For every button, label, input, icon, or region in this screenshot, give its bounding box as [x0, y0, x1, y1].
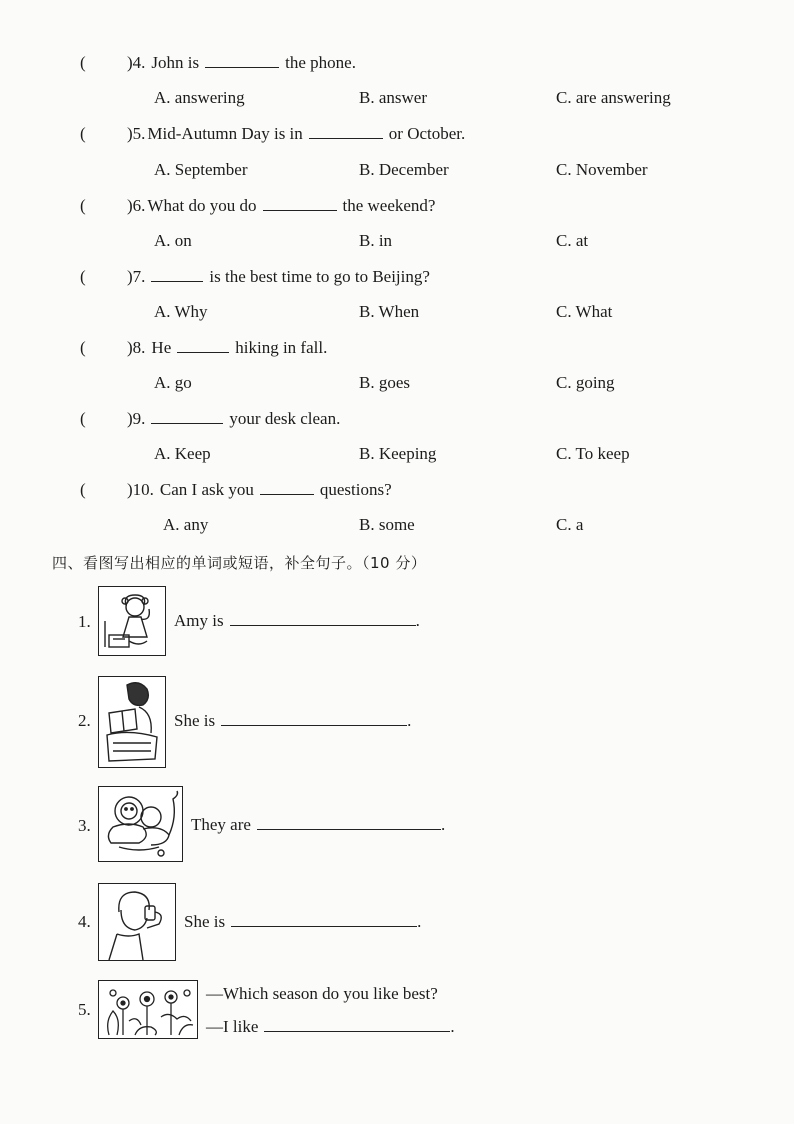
question-text: Can I ask you	[159, 480, 254, 499]
question-text: He	[151, 338, 172, 357]
question-9	[127, 409, 340, 429]
sentence-text: —I like	[206, 1017, 259, 1036]
option-a: A. Why	[154, 302, 208, 321]
question-text: Mid-Autumn Day is in	[147, 124, 303, 143]
question-number: )6.	[127, 196, 146, 215]
item-number: 2.	[78, 711, 91, 730]
sentence-end: .	[440, 815, 446, 834]
sentence-text: They are	[191, 815, 251, 834]
option-a: A. September	[154, 160, 248, 179]
answer-line[interactable]	[221, 711, 407, 726]
answer-line[interactable]	[264, 1017, 450, 1032]
answer-blank[interactable]	[151, 409, 223, 424]
item-number: 4.	[78, 912, 91, 931]
sentence-1	[174, 611, 420, 631]
picture-drinking-girl	[98, 883, 176, 961]
option-a: A. on	[154, 231, 192, 250]
question-5	[127, 124, 465, 144]
answer-paren: (	[80, 409, 86, 428]
answer-paren: (	[80, 338, 86, 357]
answer-paren: (	[80, 124, 86, 143]
picture-lions	[98, 786, 183, 862]
question-text: questions?	[319, 480, 392, 499]
sentence-end: .	[407, 711, 412, 730]
answer-paren: (	[80, 196, 86, 215]
question-number: )8.	[127, 338, 146, 357]
flowers-illustration	[99, 981, 197, 1038]
option-b: B. in	[359, 231, 393, 250]
option-c: C. November	[556, 160, 648, 179]
question-number: )10.	[127, 480, 154, 499]
answer-blank[interactable]	[151, 267, 203, 282]
question-6	[127, 196, 435, 216]
answer-paren: (	[80, 267, 86, 286]
option-a: A. go	[154, 373, 192, 392]
option-b: B. some	[359, 515, 415, 534]
option-b: B. December	[359, 160, 449, 179]
option-b: B. When	[359, 302, 420, 321]
sentence-end: .	[415, 611, 420, 630]
sentence-end: .	[417, 912, 422, 931]
answer-line[interactable]	[230, 611, 416, 626]
sentence-text: She is	[174, 711, 216, 730]
option-c: C. going	[556, 373, 615, 392]
option-a: A. Keep	[154, 444, 211, 463]
question-text: your desk clean.	[229, 409, 341, 428]
answer-line[interactable]	[231, 912, 417, 927]
question-text: is the best time to go to Beijing?	[209, 267, 430, 286]
answer-blank[interactable]	[309, 124, 383, 139]
answer-paren: (	[80, 480, 86, 499]
answer-blank[interactable]	[263, 196, 337, 211]
question-text: John is	[151, 53, 200, 72]
question-number: )5.	[127, 124, 146, 143]
option-c: C. What	[556, 302, 613, 321]
girl-on-phone-illustration	[99, 587, 165, 655]
answer-blank[interactable]	[205, 53, 279, 68]
option-a: A. answering	[154, 88, 245, 107]
question-number: )7.	[127, 267, 146, 286]
question-8	[127, 338, 327, 358]
girl-drinking-illustration	[99, 884, 175, 960]
answer-paren: (	[80, 53, 86, 72]
item-number: 1.	[78, 612, 91, 631]
question-text: hiking in fall.	[235, 338, 328, 357]
question-number: )4.	[127, 53, 146, 72]
item-number: 5.	[78, 1000, 91, 1019]
sentence-5	[206, 1017, 455, 1037]
picture-phone-girl	[98, 586, 166, 656]
option-b: B. goes	[359, 373, 410, 392]
question-text: What do you do	[147, 196, 257, 215]
option-c: C. are answering	[556, 88, 671, 107]
question-text: or October.	[388, 124, 466, 143]
question-number: )9.	[127, 409, 146, 428]
option-b: B. answer	[359, 88, 427, 107]
sentence-3	[191, 815, 445, 835]
question-4	[127, 53, 356, 73]
question-text: the phone.	[285, 53, 356, 72]
dialogue-question: —Which season do you like best?	[206, 984, 438, 1003]
sentence-text: Amy is	[174, 611, 224, 630]
question-10	[127, 480, 392, 500]
sentence-4	[184, 912, 421, 932]
girl-reading-illustration	[99, 677, 165, 767]
sentence-end: .	[450, 1017, 455, 1036]
option-c: C. at	[556, 231, 589, 250]
sentence-text: She is	[184, 912, 226, 931]
section-title: 四、看图写出相应的单词或短语，补全句子。（10 分）	[52, 554, 427, 572]
picture-flowers	[98, 980, 198, 1039]
option-a: A. any	[163, 515, 209, 534]
answer-blank[interactable]	[260, 480, 314, 495]
item-number: 3.	[78, 816, 91, 835]
answer-line[interactable]	[257, 815, 441, 830]
answer-blank[interactable]	[177, 338, 229, 353]
question-7	[127, 267, 430, 287]
option-b: B. Keeping	[359, 444, 437, 463]
question-text: the weekend?	[342, 196, 436, 215]
option-c: C. a	[556, 515, 584, 534]
lions-illustration	[99, 787, 182, 861]
picture-reading-girl	[98, 676, 166, 768]
option-c: C. To keep	[556, 444, 630, 463]
sentence-2	[174, 711, 411, 731]
